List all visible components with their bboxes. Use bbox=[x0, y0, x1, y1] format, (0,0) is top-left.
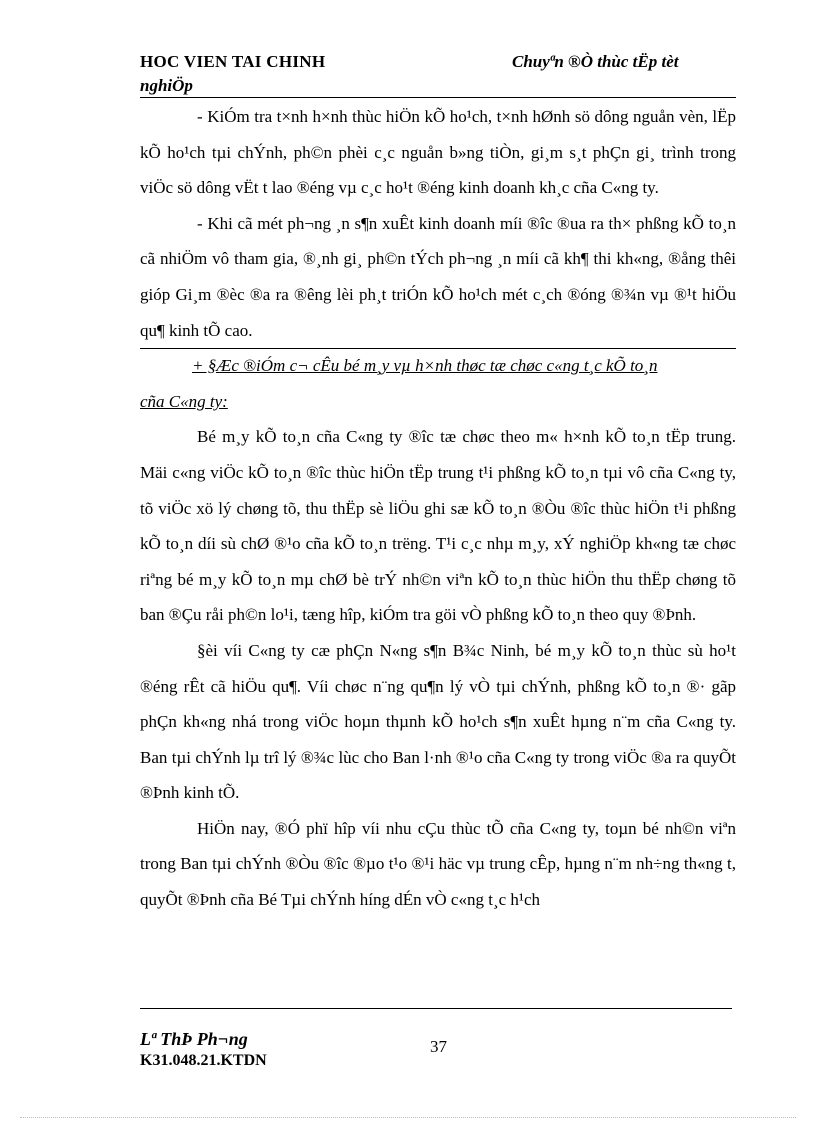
document-body bbox=[140, 99, 736, 918]
section-heading-rule bbox=[140, 348, 736, 349]
paragraph: - Khi cã mét ph¬ng ¸n s¶n xuÊt kinh doanh míi ®îc ®ua ra th× phßng kÕ to¸n cã nhiÖm vô tham gia, ®¸nh gi¸ ph©n tÝch ph¬ng ¸n míi cã kh¶ thi kh«ng, ®ång thêi gióp Gi¸m ®èc ®a ra ®êng lèi ph¸t triÓn kÕ ho¹ch mét c¸ch ®óng ®¾n vµ ®¹t hiÖu qu¶ kinh tÕ cao. bbox=[140, 213, 736, 340]
section-heading bbox=[140, 348, 736, 419]
footer-author: Lª ThÞ Ph¬ng bbox=[140, 1029, 248, 1049]
section-heading-line2: cña C«ng ty: bbox=[140, 391, 228, 411]
paragraph: §èi víi C«ng ty cæ phÇn N«ng s¶n B¾c Ninh, bé m¸y kÕ to¸n thùc sù ho¹t ®éng rÊt cã hiÖu qu¶. Víi chøc n¨ng qu¶n lý vÒ tµi chÝnh, phßng kÕ to¸n ®· gãp phÇn kh«ng nhá trong viÖc hoµn thµnh kÕ ho¹ch s¶n xuÊt hµng n¨m cña C«ng ty. Ban tµi chÝnh lµ trî lý ®¾c lùc cho Ban l·nh ®¹o cña C«ng ty trong viÖc ®a ra quyÕt ®Þnh kinh tÕ. bbox=[140, 640, 736, 803]
header-rule bbox=[140, 97, 736, 98]
section-heading-line1: + §Æc ®iÓm c¬ cÊu bé m¸y vµ h×nh thøc tæ chøc c«ng t¸c kÕ to¸n bbox=[192, 356, 658, 376]
paragraph: - KiÓm tra t×nh h×nh thùc hiÖn kÕ ho¹ch, t×nh hØnh sö dông nguån vèn, lËp kÕ ho¹ch tµi chÝnh, ph©n phèi c¸c nguån b»ng tiÒn, gi¸m s¸t phÇn gi¸ trình trong viÖc sö dông vËt t lao ®éng vµ c¸c ho¹t ®éng kinh doanh kh¸c cña C«ng ty. bbox=[140, 107, 736, 198]
header-title: Chuyªn ®Ò thùc tËp tèt bbox=[512, 52, 679, 71]
paragraph: HiÖn nay, ®Ó phï hîp víi nhu cÇu thùc tÕ cña C«ng ty, toµn bé nh©n viªn trong Ban tµi chÝnh ®Òu ®îc ®µo t¹o ®¹i häc vµ trung cÊp, hµng n¨m nh÷ng th«ng t, quyÕt ®Þnh cña Bé Tµi chÝnh híng dÉn vÒ c«ng t¸c h¹ch bbox=[140, 818, 736, 910]
header-institution: HOC VIEN TAI CHINH bbox=[140, 52, 326, 71]
footer-rule bbox=[140, 1008, 732, 1009]
page-edge-dotted-line bbox=[20, 1117, 796, 1118]
footer-student-code: K31.048.21.KTDN bbox=[140, 1052, 267, 1069]
page-number: 37 bbox=[430, 1037, 447, 1056]
paragraph: Bé m¸y kÕ to¸n cña C«ng ty ®îc tæ chøc theo m« h×nh kÕ to¸n tËp trung. Mäi c«ng viÖc kÕ to¸n ®îc thùc hiÖn tËp trung t¹i phßng kÕ to¸n tµi vô cña C«ng ty, tõ viÖc xö lý chøng tõ, thu thËp sè liÖu ghi sæ kÕ to¸n ®Òu ®îc thùc hiÖn t¹i phßng kÕ to¸n díi sù chØ ®¹o cña kÕ to¸n trëng. T¹i c¸c nhµ m¸y, xÝ nghiÖp kh«ng tæ chøc riªng bé m¸y kÕ to¸n mµ chØ bè trÝ nh©n viªn kÕ to¸n thùc hiÖn thu thËp chøng tõ ban ®Çu råi ph©n lo¹i, tæng hîp, kiÓm tra göi vÒ phßng kÕ to¸n theo quy ®Þnh. bbox=[140, 427, 736, 625]
header-title-continued: nghiÖp bbox=[140, 76, 193, 95]
